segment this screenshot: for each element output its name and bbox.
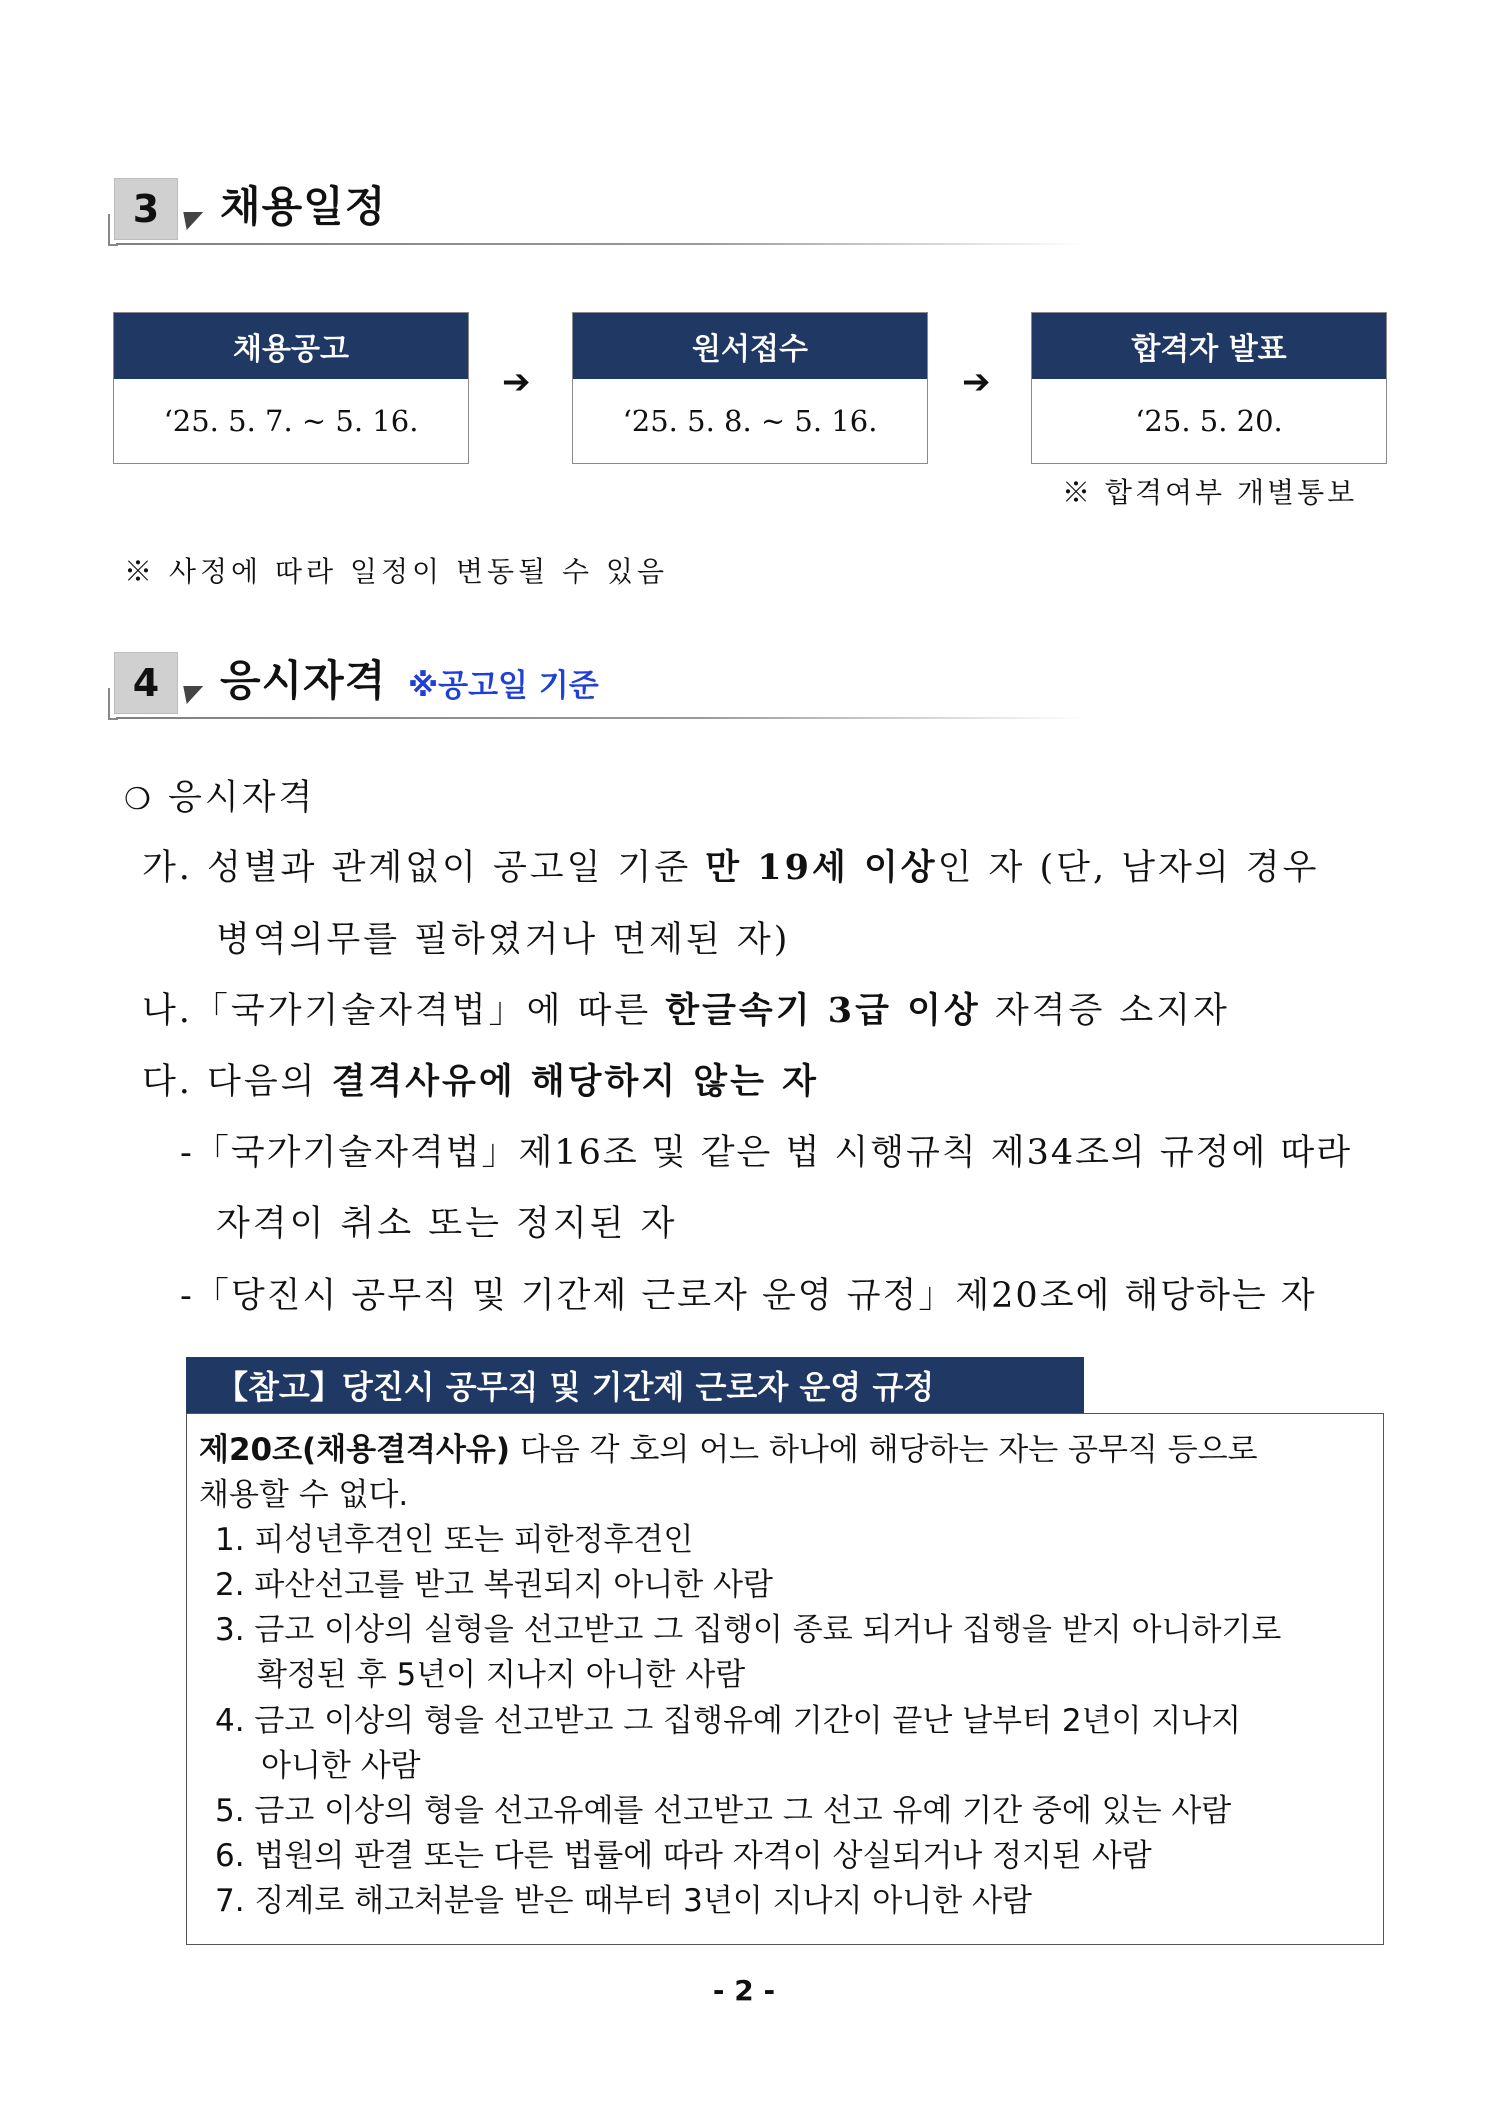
section-number: 4 — [114, 652, 178, 714]
schedule-step-label: 합격자 발표 — [1032, 313, 1386, 379]
section-subtitle: ※공고일 기준 — [408, 668, 599, 704]
article-text: 다음 각 호의 어느 하나에 해당하는 자는 공무직 등으로 — [510, 1432, 1258, 1468]
schedule-step-label: 원서접수 — [573, 313, 927, 379]
qualification-heading-text: 응시자격 — [168, 778, 316, 818]
schedule-step-date: ‘25. 5. 7. ~ 5. 16. — [163, 404, 419, 438]
section-title: 응시자격 — [220, 656, 387, 705]
reference-tab-title: 【참고】당진시 공무직 및 기간제 근로자 운영 규정 — [186, 1357, 1084, 1413]
schedule-change-note: ※ 사정에 따라 일정이 변동될 수 있음 — [124, 555, 669, 588]
list-item: 7. 징계로 해고처분을 받은 때부터 3년이 지나지 아니한 사람 — [215, 1883, 1032, 1919]
item-emphasis: 한글속기 3급 이상 — [665, 990, 981, 1031]
schedule-step-label: 채용공고 — [114, 313, 468, 379]
schedule-step-result — [1031, 312, 1387, 464]
qualification-item-na — [142, 983, 1230, 1033]
qualification-item-ga-cont: 병역의무를 필하였거나 면제된 자) — [216, 920, 791, 960]
item-emphasis: 결격사유에 해당하지 않는 자 — [331, 1061, 819, 1102]
qualification-item-ga — [142, 840, 1319, 890]
qualification-item-da — [142, 1054, 819, 1104]
item-emphasis: 만 19세 이상 — [705, 847, 938, 888]
item-text: 다. 다음의 — [142, 1062, 332, 1102]
list-item: 2. 파산선고를 받고 복권되지 아니한 사람 — [215, 1567, 773, 1603]
list-item: 4. 금고 이상의 형을 선고받고 그 집행유예 기간이 끝난 날부터 2년이 지나지 — [215, 1703, 1242, 1739]
reference-box — [186, 1413, 1384, 1945]
section-number: 3 — [114, 178, 178, 240]
list-item: 1. 피성년후견인 또는 피한정후견인 — [215, 1522, 694, 1558]
schedule-step-date: ‘25. 5. 20. — [1135, 404, 1283, 438]
article-heading — [199, 1424, 1258, 1469]
item-text: 인 자 (단, 남자의 경우 — [937, 848, 1320, 888]
item-text: 가. 성별과 관계없이 공고일 기준 — [142, 848, 706, 888]
list-item: 5. 금고 이상의 형을 선고유예를 선고받고 그 선고 유예 기간 중에 있는 사람 — [215, 1793, 1232, 1829]
disqualification-dash-2: -「당진시 공무직 및 기간제 근로자 운영 규정」제20조에 해당하는 자 — [180, 1276, 1317, 1316]
section-3-header — [108, 172, 1088, 252]
header-tick-decoration — [177, 212, 204, 230]
header-underline — [116, 243, 1088, 245]
list-item-cont: 확정된 후 5년이 지나지 아니한 사람 — [257, 1657, 746, 1693]
section-4-header — [108, 646, 1088, 726]
section-title: 채용일정 — [220, 182, 387, 231]
arrow-right-icon: ➔ — [962, 362, 991, 402]
header-tick-decoration — [177, 686, 204, 704]
arrow-right-icon: ➔ — [502, 362, 531, 402]
list-item: 3. 금고 이상의 실형을 선고받고 그 집행이 종료 되거나 집행을 받지 아니하기로 — [215, 1612, 1282, 1648]
header-underline — [116, 717, 1088, 719]
item-text: 자격증 소지자 — [980, 991, 1230, 1031]
list-item: 6. 법원의 판결 또는 다른 법률에 따라 자격이 상실되거나 정지된 사람 — [215, 1838, 1152, 1874]
schedule-step-date: ‘25. 5. 8. ~ 5. 16. — [622, 404, 878, 438]
circle-bullet-icon: ❍ — [124, 782, 154, 817]
article-text-cont: 채용할 수 없다. — [199, 1477, 409, 1513]
qualification-heading — [124, 770, 315, 820]
schedule-step-announcement — [113, 312, 469, 464]
schedule-step-application — [572, 312, 928, 464]
item-text: 나.「국가기술자격법」에 따른 — [142, 991, 666, 1031]
list-item-cont: 아니한 사람 — [261, 1748, 421, 1784]
page-number: - 2 - — [712, 1974, 776, 2007]
pass-notice-note: ※ 합격여부 개별통보 — [1062, 476, 1358, 509]
article-title: 제20조(채용결격사유) — [199, 1432, 511, 1468]
disqualification-dash-1: -「국가기술자격법」제16조 및 같은 법 시행규칙 제34조의 규정에 따라 — [180, 1133, 1353, 1173]
disqualification-dash-1-cont: 자격이 취소 또는 정지된 자 — [216, 1204, 678, 1244]
